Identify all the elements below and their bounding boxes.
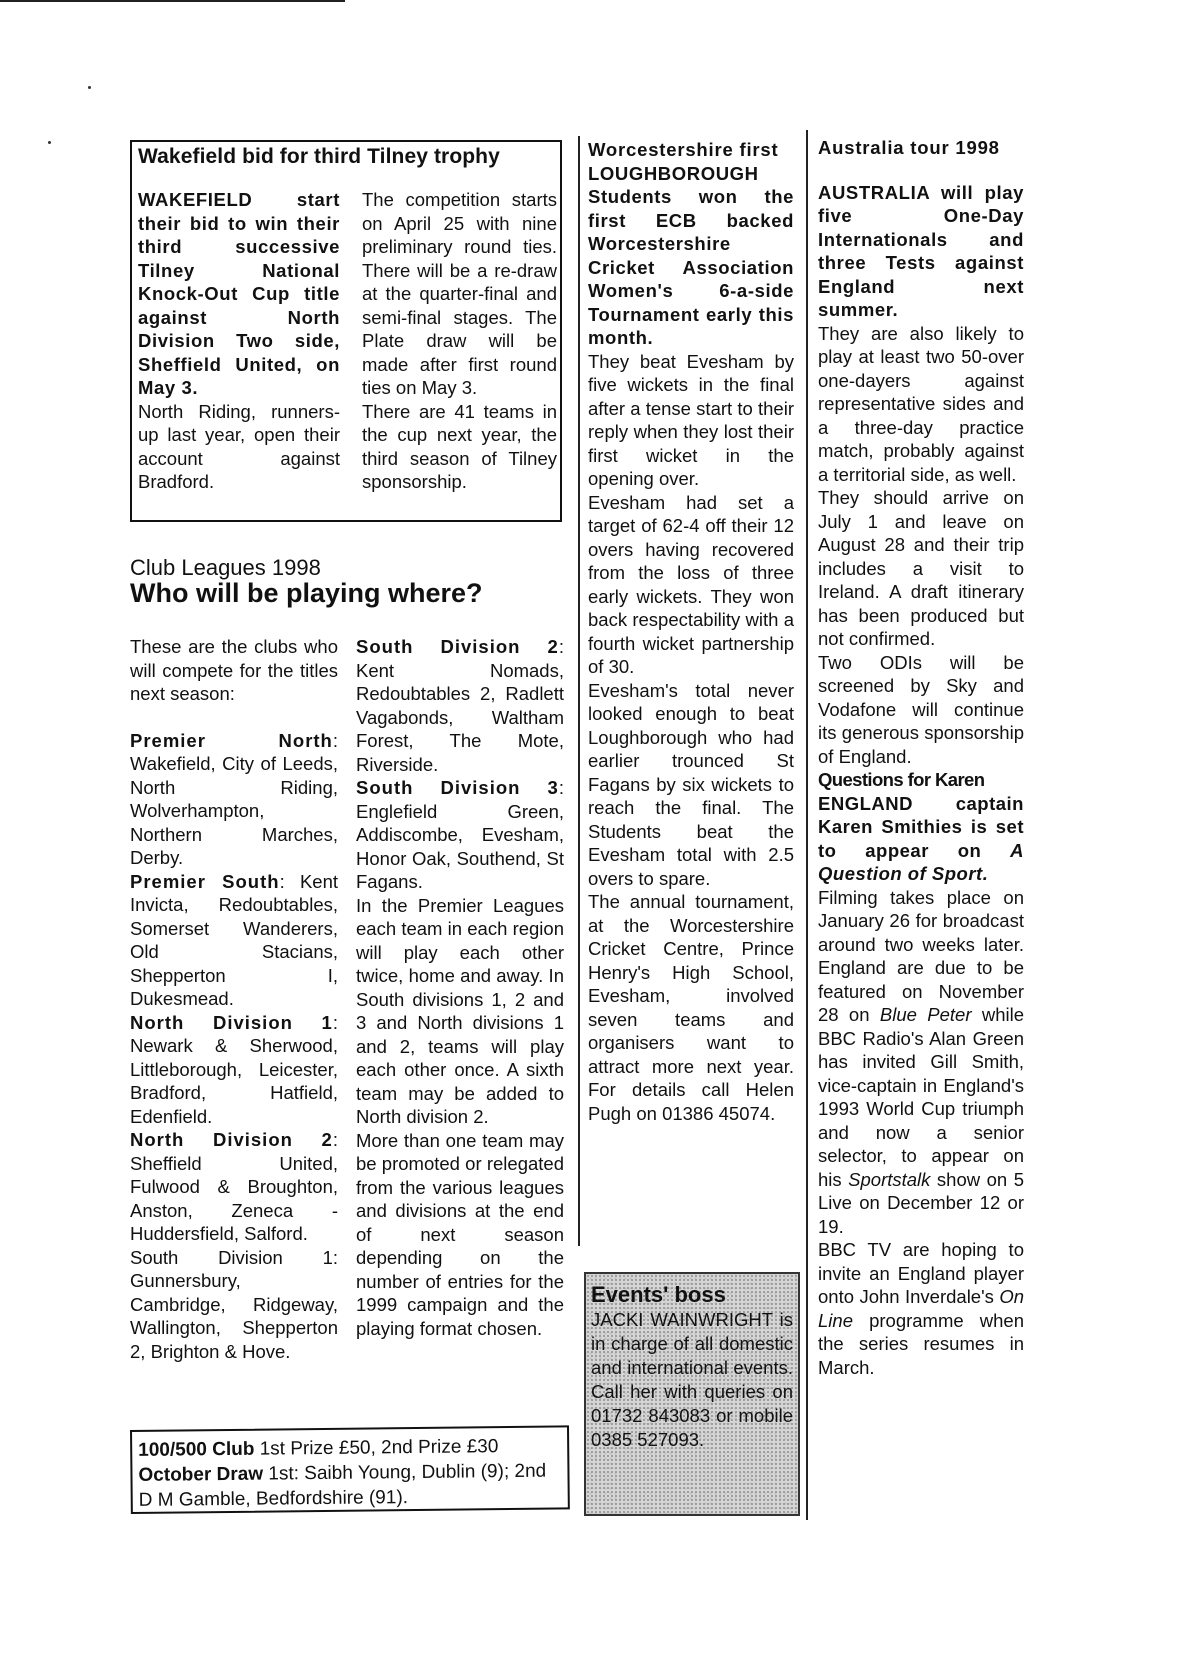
club-leagues-kicker: Club Leagues 1998 xyxy=(130,555,321,580)
wakefield-paragraph: North Riding, runners-up last year, open their account against Bradford. xyxy=(138,400,340,492)
south-division-1-clubs: Gunnersbury, Cambridge, Ridgeway, Wallington, Shepperton 2, Brighton & Hove. xyxy=(130,1270,338,1362)
club-leagues-paragraph: More than one team may be promoted or relegated from the various leagues and divisions at the end of next season depending on the number of entries for the 1999 campaign and the playing format chosen. xyxy=(356,1129,564,1339)
events-boss-body: JACKI WAINWRIGHT is in charge of all domestic and international events. Call her with queries on 01732 843083 or mobile 0385 527093. xyxy=(591,1309,793,1450)
wakefield-paragraph: There are 41 teams in the cup next year, the third season of Tilney sponsorship. xyxy=(362,400,557,492)
karen-text: while BBC Radio's Alan Green has invited Gill Smith, vice-captain in England's 1993 World Cup triumph and now a senior selector, to appear on his xyxy=(818,1004,1024,1190)
australia-paragraph: They should arrive on July 1 and leave on August 28 and their trip includes a visit to Ireland. A draft itinerary has been produced but not confirmed. xyxy=(818,487,1024,649)
south-division-3-entry: South Division 3: Englefield Green, Addiscombe, Evesham, Honor Oak, Southend, St Fagans. xyxy=(356,777,564,892)
north-division-1-clubs: Newark & Sherwood, Littleborough, Leicester, Bradford, Hatfield, Edenfield. xyxy=(130,1035,338,1127)
events-boss-headline: Events' boss xyxy=(591,1282,726,1307)
events-boss-box xyxy=(584,1272,800,1516)
worcestershire-column xyxy=(588,138,794,1125)
wakefield-article-box xyxy=(130,140,562,522)
worcestershire-paragraph: The annual tournament, at the Worcestershire Cricket Centre, Prince Henry's High School, Evesham, involved seven teams and organisers want to attract more next year. For details call Helen Pugh on 01386 45074. xyxy=(588,891,794,1124)
south-division-1-label: South Division 1 xyxy=(130,1246,333,1268)
club-leagues-intro: These are the clubs who will compete for the titles next season: xyxy=(130,636,338,704)
wakefield-lead: WAKEFIELD start their bid to win their third successive Tilney National Knock-Out Cup title against North Division Two side, Sheffield United, on May 3. xyxy=(138,189,340,398)
south-division-3-clubs: Englefield Green, Addiscombe, Evesham, Honor Oak, Southend, St Fagans. xyxy=(356,800,564,892)
karen-paragraph xyxy=(818,1238,1024,1379)
south-division-2-label: South Division 2 xyxy=(356,636,559,657)
show-title: Sportstalk xyxy=(848,1168,931,1190)
events-boss-text xyxy=(591,1282,793,1452)
show-title: Blue Peter xyxy=(879,1004,972,1025)
australia-paragraph: Two ODIs will be screened by Sky and Vodafone will continue its generous sponsorship of England. xyxy=(818,651,1024,767)
wakefield-column-1 xyxy=(138,188,340,494)
australia-lead: AUSTRALIA will play five One-Day Internationals and three Tests against England next summer. xyxy=(818,181,1024,320)
worcestershire-lead: LOUGHBOROUGH Students won the first ECB backed Worcestershire Cricket Association Women's 6-a-side Tournament early this month. xyxy=(588,162,794,348)
wakefield-paragraph: The competition starts on April 25 with nine preliminary round ties. There will be a re-draw at the quarter-final and semi-final stages. The Plate draw will be made after first round ties on May 3. xyxy=(362,189,557,398)
south-division-2-entry: South Division 2: Kent Nomads, Redoubtables 2, Radlett Vagabonds, Waltham Forest, The Mote, Riverside. xyxy=(356,636,564,775)
column-rule xyxy=(578,136,580,1246)
north-division-2-label: North Division 2 xyxy=(130,1129,333,1150)
club-leagues-column-2 xyxy=(356,635,564,1340)
club-500-prizes: 1st Prize £50, 2nd Prize £30 xyxy=(259,1436,499,1460)
karen-lead-show: A Question of Sport. xyxy=(818,839,1024,884)
south-division-3-label: South Division 3 xyxy=(356,777,559,798)
karen-text: show on 5 Live on December 12 or 19. xyxy=(818,1168,1024,1237)
premier-south-label: Premier South xyxy=(130,870,280,892)
karen-text: programme when the series resumes in March. xyxy=(818,1309,1024,1378)
karen-paragraph xyxy=(818,886,1024,1239)
premier-north-label: Premier North xyxy=(130,729,333,751)
karen-headline: Questions for Karen xyxy=(818,769,985,790)
worcestershire-kicker: Worcestershire first xyxy=(588,139,779,160)
south-division-2-clubs: Kent Nomads, Redoubtables 2, Radlett Vagabonds, Waltham Forest, The Mote, Riverside. xyxy=(356,659,564,775)
north-division-2-entry: North Division 2: Sheffield United, Fulwood & Broughton, Anston, Zeneca - Huddersfield, Salford. xyxy=(130,1129,338,1244)
australia-kicker: Australia tour 1998 xyxy=(818,137,1000,158)
worcestershire-paragraph: Evesham had set a target of 62-4 off their 12 overs having recovered from the loss of three early wickets. They won back respectability with a fourth wicket partnership of 30. xyxy=(588,491,794,677)
premier-south-clubs: Kent Invicta, Redoubtables, Somerset Wanderers, Old Stacians, Shepperton I, Dukesmead. xyxy=(130,870,339,1009)
north-division-1-label: North Division 1 xyxy=(130,1011,333,1033)
premier-south-entry: Premier South: Kent Invicta, Redoubtables, Somerset Wanderers, Old Stacians, Shepperton I, Dukesmead. xyxy=(130,870,339,1009)
october-draw-winners: 1st: Saibh Young, Dublin (9); 2nd D M Gamble, Bedfordshire (91). xyxy=(138,1460,547,1511)
north-division-2-clubs: Sheffield United, Fulwood & Broughton, Anston, Zeneca - Huddersfield, Salford. xyxy=(130,1152,338,1244)
column-rule xyxy=(806,130,808,1520)
club-leagues-paragraph: In the Premier Leagues each team in each region will play each other twice, home and away. In South divisions 1, 2 and 3 and North divisions 1 and 2, teams will play each other once. A sixth team may be added to North division 2. xyxy=(356,894,564,1127)
north-division-1-entry: North Division 1: Newark & Sherwood, Littleborough, Leicester, Bradford, Hatfield, Edenfield. xyxy=(130,1011,338,1127)
australia-paragraph: They are also likely to play at least two 50-over one-dayers against representative sides and a three-day practice match, probably against a territorial side, as well. xyxy=(818,322,1024,485)
karen-lead xyxy=(818,792,1024,886)
karen-lead-text: ENGLAND captain Karen Smithies is set to appear on xyxy=(818,792,1024,861)
premier-north-clubs: Wakefield, City of Leeds, North Riding, Wolverhampton, Northern Marches, Derby. xyxy=(130,753,338,868)
wakefield-headline: Wakefield bid for third Tilney trophy xyxy=(138,145,500,168)
karen-text: BBC TV are hoping to invite an England player onto John Inverdale's xyxy=(818,1239,1024,1307)
club-500-text xyxy=(138,1433,564,1512)
australia-column xyxy=(818,136,1024,1379)
worcestershire-paragraph: Evesham's total never looked enough to beat Loughborough who had earlier trounced St Fagans by six wickets to reach the final. The Students beat the Evesham total with 2.5 overs to spare. xyxy=(588,679,794,889)
worcestershire-paragraph: They beat Evesham by five wickets in the final after a tense start to their reply when they lost their first wicket in the opening over. xyxy=(588,350,794,489)
print-speck xyxy=(88,86,91,89)
karen-text: Filming takes place on January 26 for broadcast around two weeks later. England are due to be featured on November 28 on xyxy=(818,886,1024,1025)
top-edge-rule xyxy=(0,0,345,2)
show-title: On Line xyxy=(818,1286,1024,1331)
club-500-label: 100/500 Club xyxy=(138,1438,255,1461)
print-speck xyxy=(48,141,51,144)
premier-north-entry: Premier North: Wakefield, City of Leeds, North Riding, Wolverhampton, Northern Marches, Derby. xyxy=(130,729,338,868)
october-draw-label: October Draw xyxy=(138,1463,264,1486)
club-leagues-column-1 xyxy=(130,635,338,1363)
club-leagues-headline: Who will be playing where? xyxy=(130,578,483,608)
club-500-box xyxy=(130,1425,570,1514)
south-division-1-entry: South Division 1: Gunnersbury, Cambridge, Ridgeway, Wallington, Shepperton 2, Brighton & Hove. xyxy=(130,1246,338,1362)
wakefield-column-2 xyxy=(362,188,557,494)
